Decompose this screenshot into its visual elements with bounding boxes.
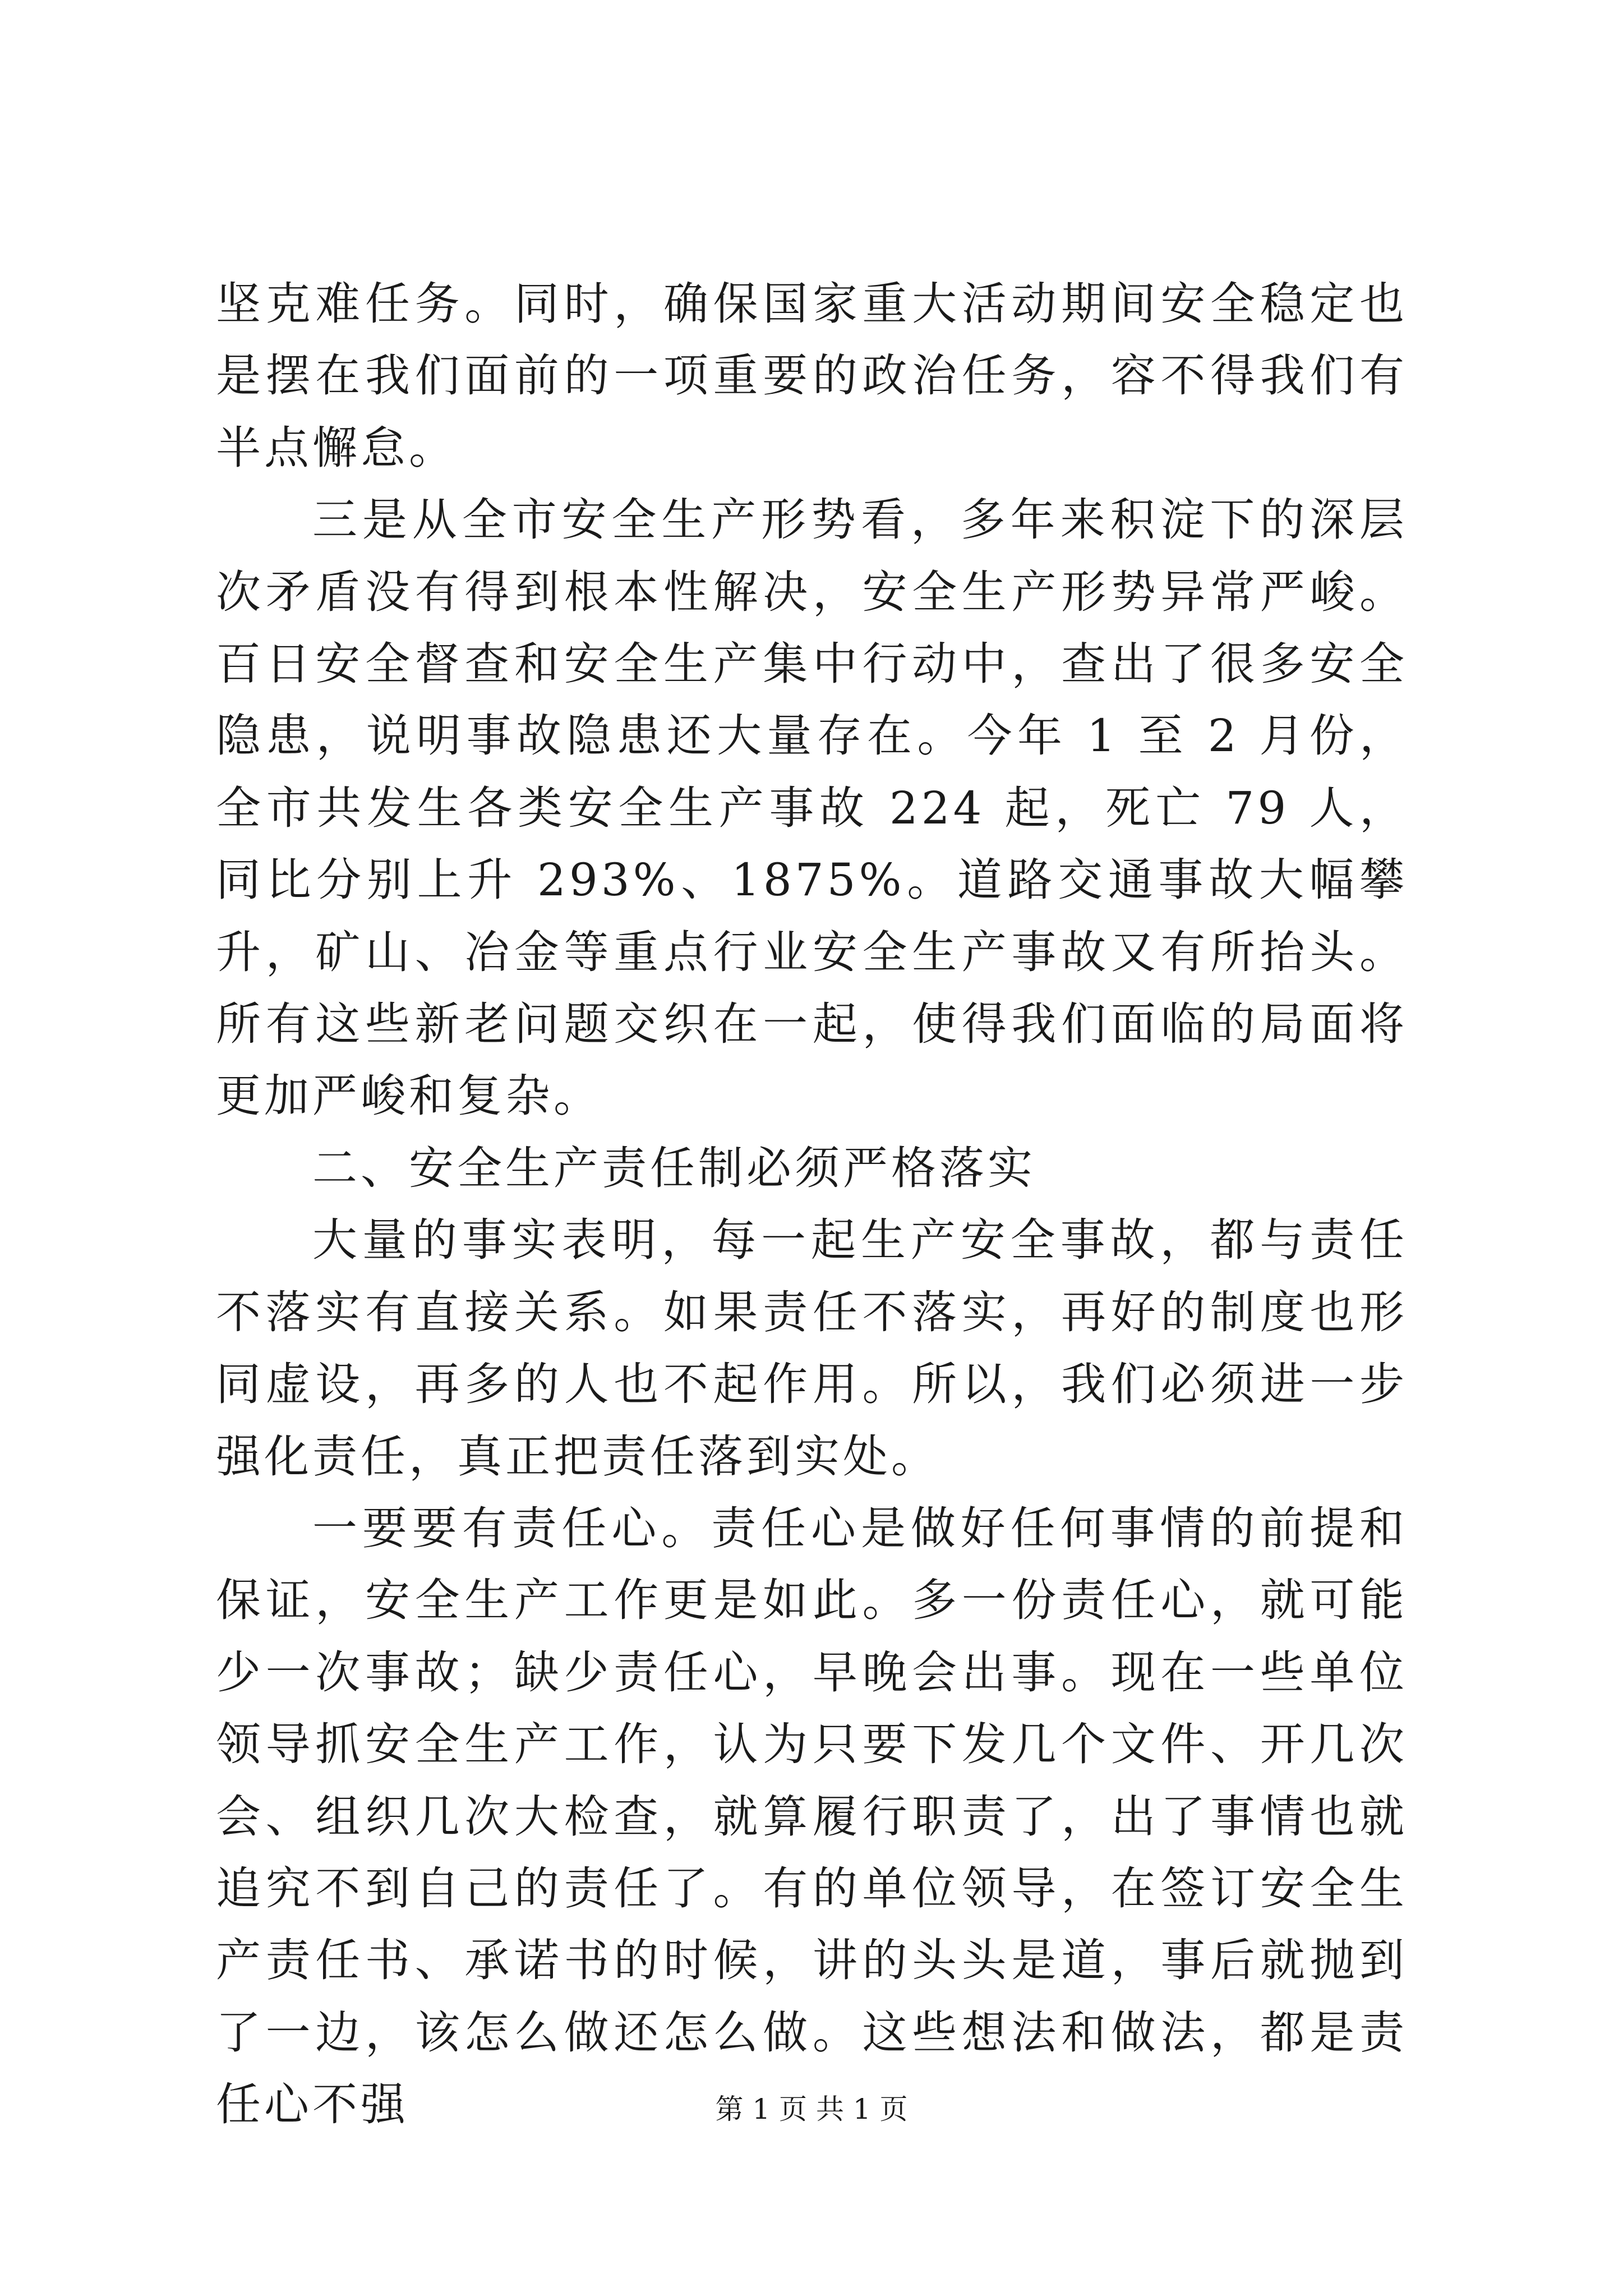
document-body (216, 268, 1408, 2141)
paragraph-continuation: 坚克难任务。同时，确保国家重大活动期间安全稳定也是摆在我们面前的一项重要的政治任务，容不得我们有半点懈怠。 (216, 278, 1408, 474)
paragraph-responsibility-facts: 大量的事实表明，每一起生产安全事故，都与责任不落实有直接关系。如果责任不落实，再好的制度也形同虚设，再多的人也不起作用。所以，我们必须进一步强化责任，真正把责任落到实处。 (216, 1214, 1408, 1483)
page-footer: 第 1 页 共 1 页 (715, 2093, 908, 2125)
paragraph-safety-situation: 三是从全市安全生产形势看，多年来积淀下的深层次矛盾没有得到根本性解决，安全生产形势异常严峻。百日安全督查和安全生产集中行动中，查出了很多安全隐患，说明事故隐患还大量存在。今年 1 至 2 月份，全市共发生各类安全生产事故 224 起，死亡 79 人，同比分别上升 293%、1875%。道路交通事故大幅攀升，矿山、冶金等重点行业安全生产事故又有所抬头。所有这些新老问题交织在一起，使得我们面临的局面将更加严峻和复杂。 (216, 494, 1408, 1122)
section-heading: 二、安全生产责任制必须严格落实 (312, 1142, 1036, 1194)
paragraph-sense-of-responsibility: 一要要有责任心。责任心是做好任何事情的前提和保证，安全生产工作更是如此。多一份责任心，就可能少一次事故；缺少责任心，早晚会出事。现在一些单位领导抓安全生产工作，认为只要下发几个文件、开几次会、组织几次大检查，就算履行职责了，出了事情也就追究不到自己的责任了。有的单位领导，在签订安全生产责任书、承诺书的时候，讲的头头是道，事后就抛到了一边，该怎么做还怎么做。这些想法和做法，都是责任心不强 (216, 1502, 1408, 2131)
